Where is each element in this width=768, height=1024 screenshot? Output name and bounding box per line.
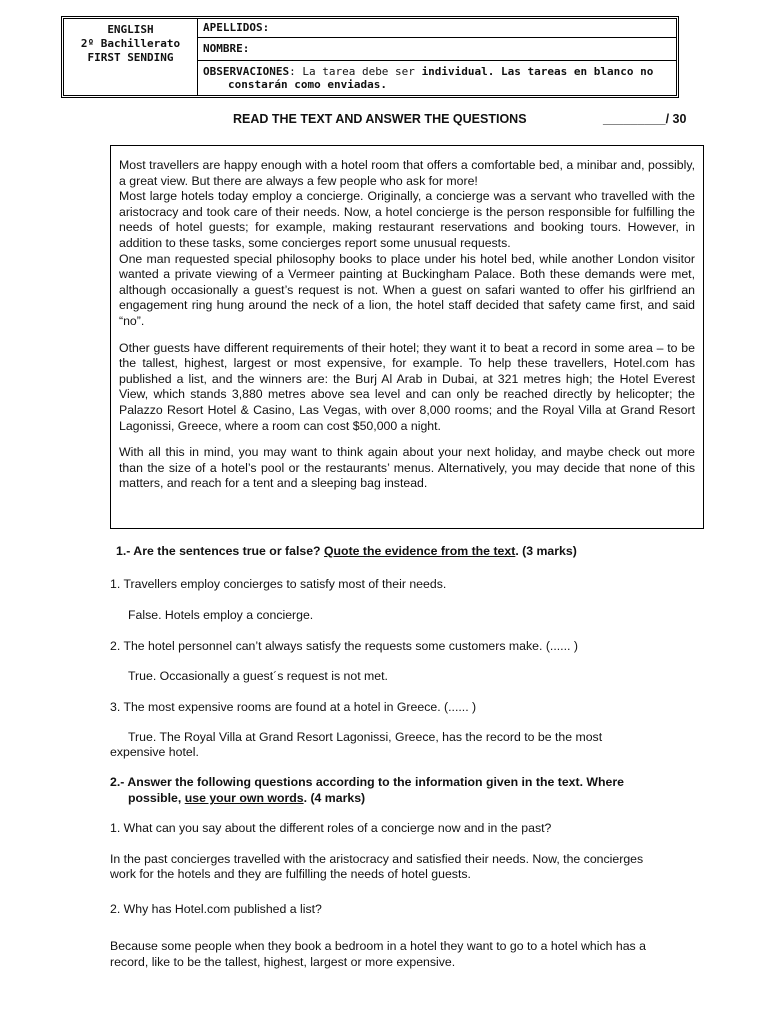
reading-text-box [110,145,704,529]
course-info [64,19,198,95]
page-title [233,112,703,126]
section1-question-1: 1. Travellers employ concierges to satisfy most of their needs. [110,577,447,591]
section1-heading-a: 1.- Are the sentences true or false? [116,544,324,558]
nombre-field[interactable] [198,38,676,61]
section1-heading-c: . (3 marks) [515,544,577,558]
section2-answer-1-line-2: work for the hotels and they are fulfilling the needs of hotel guests. [110,867,471,881]
section1-answer-2: True. Occasionally a guest´s request is not met. [128,669,388,683]
section2-heading-d: . (4 marks) [303,791,366,805]
reading-paragraph-4: Other guests have different requirements of their hotel; they want it to beat a record in some area – to be the tallest, highest, largest or most expensive, for example. To help these travellers, Hotel.com has published a list, and the winners are: the Burj Al Arab in Dubai, at 321 metres high; the Hotel Everest View, which stands 3,880 metres above sea level and can only be reached directly by helicopter; the Palazzo Resort Hotel & Casino, Las Vegas, with over 8,000 rooms; and the Royal Villa at Grand Resort Lagonissi, Greece, where a room can cost $50,000 a night. [119,340,695,433]
section1-question-2: 2. The hotel personnel can’t always satisfy the requests some customers make. (...... ) [110,639,578,653]
instruction-title: READ THE TEXT AND ANSWER THE QUESTIONS [233,112,527,126]
section2-heading-line-2 [128,791,365,807]
observaciones-bold-2: constarán como enviadas. [228,78,387,91]
apellidos-field[interactable] [198,19,676,38]
section2-heading-c: use your own words [184,791,304,805]
section2-question-2: 2. Why has Hotel.com published a list? [110,902,322,916]
reading-paragraph-2: Most large hotels today employ a concierge. Originally, a concierge was a servant who travelled with the aristocracy and took care of their needs. Now, a hotel concierge is the person responsible for fulfilling the needs of hotel guests; for example, making restaurant reservations and booking tours. However, in addition to these tasks, some concierges report some unusual requests. [119,189,695,250]
reading-paragraph-5: With all this in mind, you may want to think again about your next holiday, and maybe check out more than the size of a hotel’s pool or the restaurants’ menus. Alternatively, you may decide that none of this matters, and reach for a tent and a sleeping bag instead. [119,445,695,491]
subject-label: ENGLISH [107,23,154,36]
section2-answer-2-line-2: record, like to be the tallest, highest, largest or more expensive. [110,955,456,969]
section1-answer-3-line-1: True. The Royal Villa at Grand Resort Lagonissi, Greece, has the record to be the most [128,730,603,744]
section2-number: 2.- [110,775,128,789]
course-label: 2º Bachillerato [80,37,181,50]
observaciones-field [198,61,676,95]
section2-heading-a: Answer the following questions according to the information given in the text. Where [127,775,625,789]
section1-answer-3-line-2: expensive hotel. [110,745,199,759]
section1-answer-1: False. Hotels employ a concierge. [128,608,314,622]
section1-heading-b: Quote the evidence from the text [323,544,516,558]
apellidos-label: APELLIDOS: [203,21,270,34]
section1-question-3: 3. The most expensive rooms are found at a hotel in Greece. (...... ) [110,700,477,714]
section2-answer-2-line-1: Because some people when they book a bedroom in a hotel they want to go to a hotel which has a [110,939,646,953]
section1-heading [116,544,577,560]
observaciones-label: OBSERVACIONES [203,65,290,78]
reading-paragraph-1: Most travellers are happy enough with a hotel room that offers a comfortable bed, a minibar and, possibly, a great view. But there are always a few people who ask for more! [119,158,695,188]
section2-question-1: 1. What can you say about the different roles of a concierge now and in the past? [110,821,552,835]
header-box [61,16,679,98]
section2-answer-1-line-1: In the past concierges travelled with the aristocracy and satisfied their needs. Now, the concierges [110,852,644,866]
observaciones-text: La tarea debe ser [295,65,422,78]
score-blank: _________/ 30 [603,112,687,126]
observaciones-colon: : [289,65,296,78]
sending-label: FIRST SENDING [87,51,174,64]
section2-heading-line-1 [110,775,624,791]
section2-heading-b: possible, [128,791,185,805]
nombre-label: NOMBRE: [203,42,250,55]
student-fields [198,19,676,95]
reading-paragraph-3: One man requested special philosophy books to place under his hotel bed, while another London visitor wanted a private viewing of a Vermeer painting at Buckingham Palace. Both these demands were met, although occasionally a guest’s request is not. When a guest on safari wanted to offer his girlfriend an engagement ring hung around the neck of a lion, the hotel staff decided that safety came first, and said “no”. [119,251,695,328]
observaciones-bold-1: individual. Las tareas en blanco no [421,65,654,78]
